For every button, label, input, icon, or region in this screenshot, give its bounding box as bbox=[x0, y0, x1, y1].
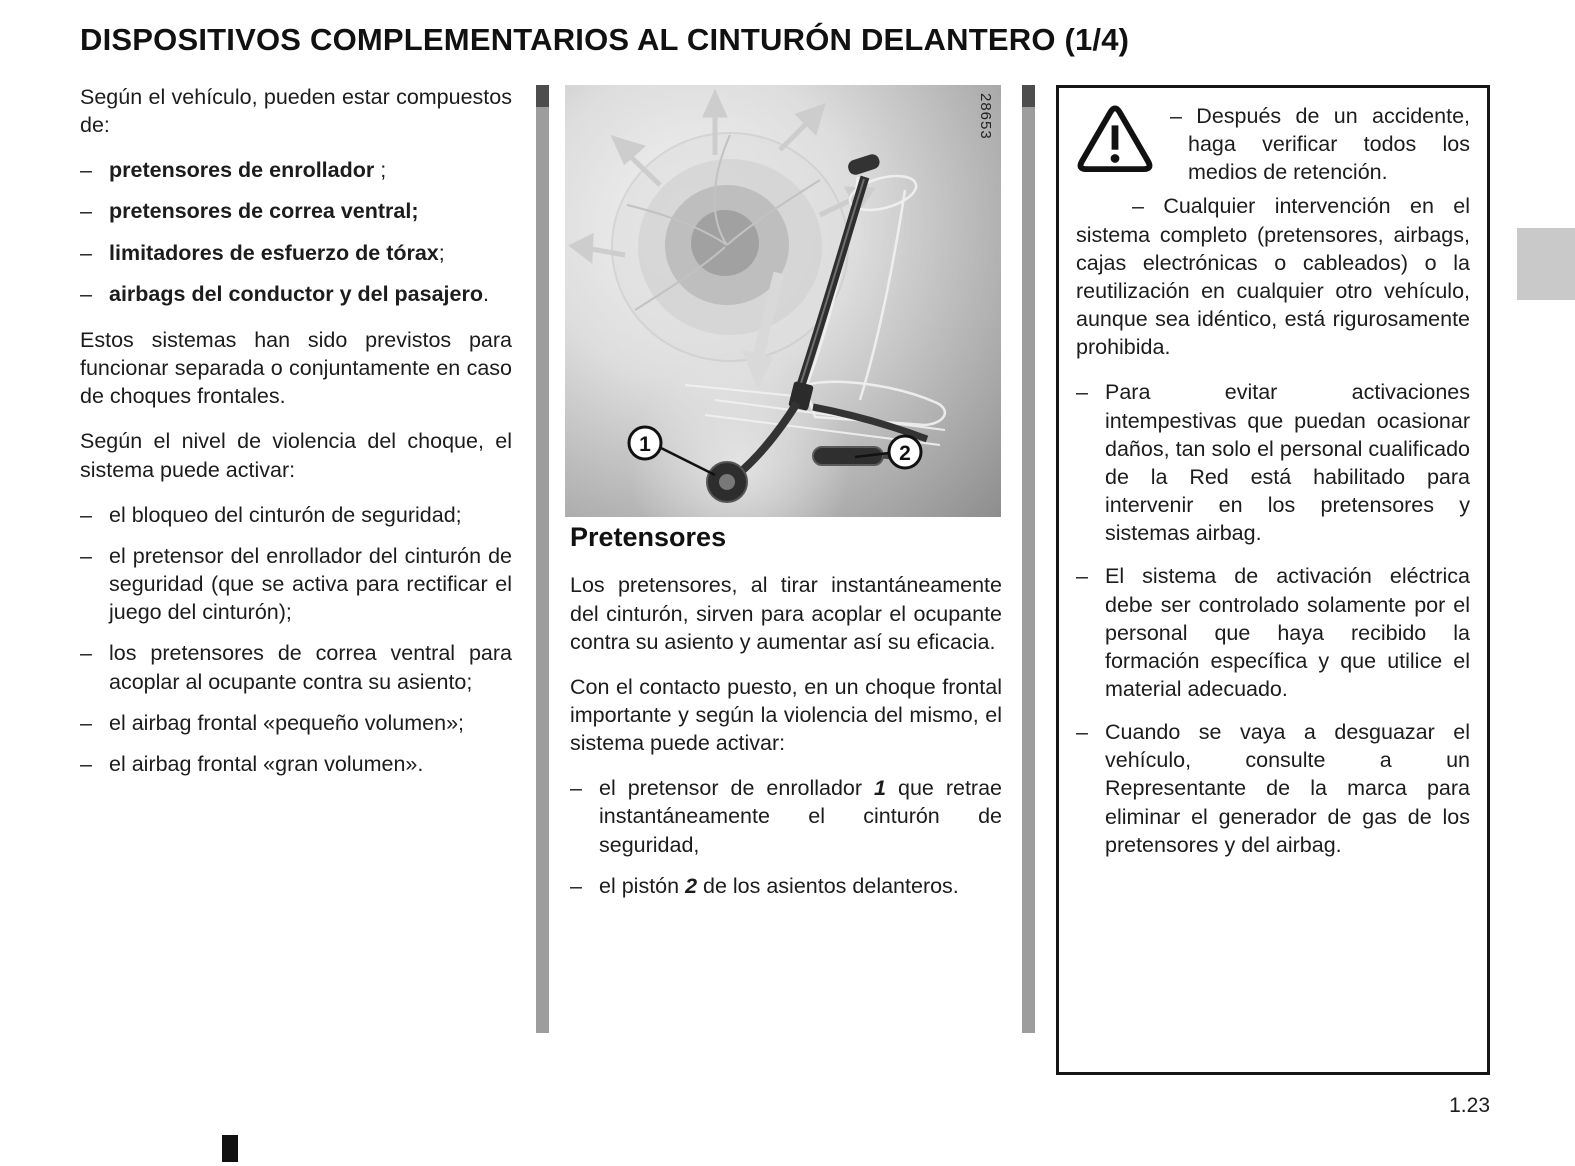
list-item bbox=[80, 280, 512, 308]
list-item bbox=[80, 709, 512, 737]
leader-line-1 bbox=[661, 448, 715, 475]
figure-illustration bbox=[565, 85, 1001, 517]
dash-bullet: – bbox=[1076, 720, 1088, 745]
bold-text: pretensores de enrollador bbox=[109, 158, 375, 183]
callout-label-1: 1 bbox=[639, 433, 651, 456]
plain-text: que retrae instantáneamente el cinturón de seguridad, bbox=[599, 776, 1002, 857]
dash-bullet: – bbox=[80, 281, 92, 306]
dash-bullet: – bbox=[80, 751, 92, 776]
list-item bbox=[1076, 718, 1470, 859]
list-item bbox=[80, 501, 512, 529]
dash-bullet: – bbox=[80, 710, 92, 735]
plain-text: el pistón bbox=[599, 873, 686, 898]
list-item bbox=[80, 750, 512, 778]
list-item bbox=[80, 542, 512, 626]
figure-reference-number: 28653 bbox=[977, 93, 994, 140]
list-item-text: el bloqueo del cinturón de seguridad; bbox=[109, 502, 462, 527]
list-item-text: el airbag frontal «pequeño volumen»; bbox=[109, 710, 465, 735]
plain-text: de los asientos delanteros. bbox=[697, 873, 959, 898]
warning-list bbox=[1076, 378, 1470, 859]
list-item-text bbox=[109, 156, 512, 184]
list-item-text bbox=[599, 774, 1002, 858]
list-item bbox=[1076, 378, 1470, 547]
pretensioner-list bbox=[570, 774, 1002, 900]
list-item-text bbox=[109, 197, 512, 225]
print-registration-mark bbox=[222, 1135, 238, 1162]
list-item bbox=[80, 239, 512, 267]
dash-bullet: – bbox=[80, 240, 92, 265]
column-separator-left bbox=[536, 85, 549, 1033]
separator-cap bbox=[1022, 85, 1035, 107]
list-item bbox=[570, 872, 1002, 900]
bold-text: limitadores de esfuerzo de tórax bbox=[109, 240, 439, 265]
paragraph: Según el vehículo, pueden estar compuestos de: bbox=[80, 85, 512, 138]
callout-reference: 1 bbox=[874, 776, 886, 801]
airbag-drawing bbox=[612, 133, 848, 361]
list-item-text: el pretensor del enrollador del cinturón de seguridad (que se activa para rectificar el juego del cinturón); bbox=[109, 543, 512, 625]
warning-header bbox=[1076, 102, 1470, 186]
list-item bbox=[80, 639, 512, 695]
dash-bullet: – bbox=[80, 502, 92, 527]
plain-text: ; bbox=[374, 158, 387, 183]
list-item-text: el airbag frontal «gran volumen». bbox=[109, 751, 424, 776]
list-item-text bbox=[109, 280, 512, 308]
plain-text: el pretensor de enrollador bbox=[599, 776, 875, 801]
warning-paragraph: – Cualquier intervención en el sistema completo (pretensores, airbags, cajas electrónicas o cableados) o la reutilización en cualquier otro vehículo, aunque sea idéntico, está rigurosamente prohibida. bbox=[1076, 194, 1470, 360]
dash-bullet: – bbox=[1076, 564, 1088, 589]
bold-text: airbags del conductor y del pasajero bbox=[109, 281, 483, 306]
callout-reference: 2 bbox=[685, 873, 698, 898]
list-item bbox=[1076, 562, 1470, 703]
dash-bullet: – bbox=[1076, 380, 1088, 405]
paragraph: Con el contacto puesto, en un choque frontal importante y según la violencia del mismo, el sistema puede activar: bbox=[570, 674, 1002, 756]
warning-box bbox=[1056, 85, 1490, 1075]
page-title: DISPOSITIVOS COMPLEMENTARIOS AL CINTURÓN DELANTERO (1/4) bbox=[80, 22, 1130, 57]
separator-cap bbox=[536, 85, 549, 107]
list-item bbox=[80, 156, 512, 184]
page-number: 1.23 bbox=[1449, 1094, 1490, 1117]
list-item-text bbox=[109, 239, 512, 267]
section-heading: Pretensores bbox=[570, 522, 727, 552]
figure-seat-pretensioner bbox=[565, 85, 1001, 517]
middle-column bbox=[570, 520, 1002, 918]
activation-list bbox=[80, 501, 512, 778]
dash-bullet: – bbox=[80, 199, 92, 224]
column-separator-right bbox=[1022, 85, 1035, 1033]
dash-bullet: – bbox=[80, 641, 92, 666]
paragraph: Estos sistemas han sido previstos para funcionar separada o conjuntamente en caso de choques frontales. bbox=[80, 327, 512, 409]
callout-label-2: 2 bbox=[899, 442, 911, 465]
section-edge-tab bbox=[1517, 228, 1575, 300]
list-item bbox=[570, 774, 1002, 858]
list-item bbox=[80, 197, 512, 225]
paragraph: Según el nivel de violencia del choque, el sistema puede activar: bbox=[80, 429, 512, 482]
warning-triangle-icon bbox=[1076, 104, 1154, 181]
list-item-text bbox=[599, 872, 1002, 900]
dash-bullet: – bbox=[570, 776, 582, 801]
dash-bullet: – bbox=[570, 873, 582, 898]
left-column bbox=[80, 83, 512, 796]
list-item-text: Para evitar activaciones intempestivas que puedan ocasionar daños, tan solo el personal cualificado de la Red está habilitado para intervenir en los pretensores y sistemas airbag. bbox=[1105, 380, 1470, 546]
list-item-text: Cuando se vaya a desguazar el vehículo, consulte a un Representante de la marca para eliminar el generador de gas de los pretensores y del airbag. bbox=[1105, 720, 1470, 857]
dash-bullet: – bbox=[80, 543, 92, 568]
component-list bbox=[80, 156, 512, 308]
bold-text: pretensores de correa ventral; bbox=[109, 199, 419, 224]
list-item-text: los pretensores de correa ventral para acoplar al ocupante contra su asiento; bbox=[109, 641, 512, 694]
list-item-text: El sistema de activación eléctrica debe ser controlado solamente por el personal que haya recibido la formación específica y que utilice el material adecuado. bbox=[1105, 564, 1470, 701]
paragraph: Los pretensores, al tirar instantáneamente del cinturón, sirven para acoplar el ocupante contra su asiento y aumentar así su eficacia. bbox=[570, 573, 1002, 654]
plain-text: . bbox=[482, 281, 489, 306]
dash-bullet: – bbox=[80, 158, 92, 183]
warning-paragraph: – Después de un accidente, haga verificar todos los medios de retención. bbox=[1170, 104, 1470, 185]
plain-text: ; bbox=[438, 240, 445, 265]
